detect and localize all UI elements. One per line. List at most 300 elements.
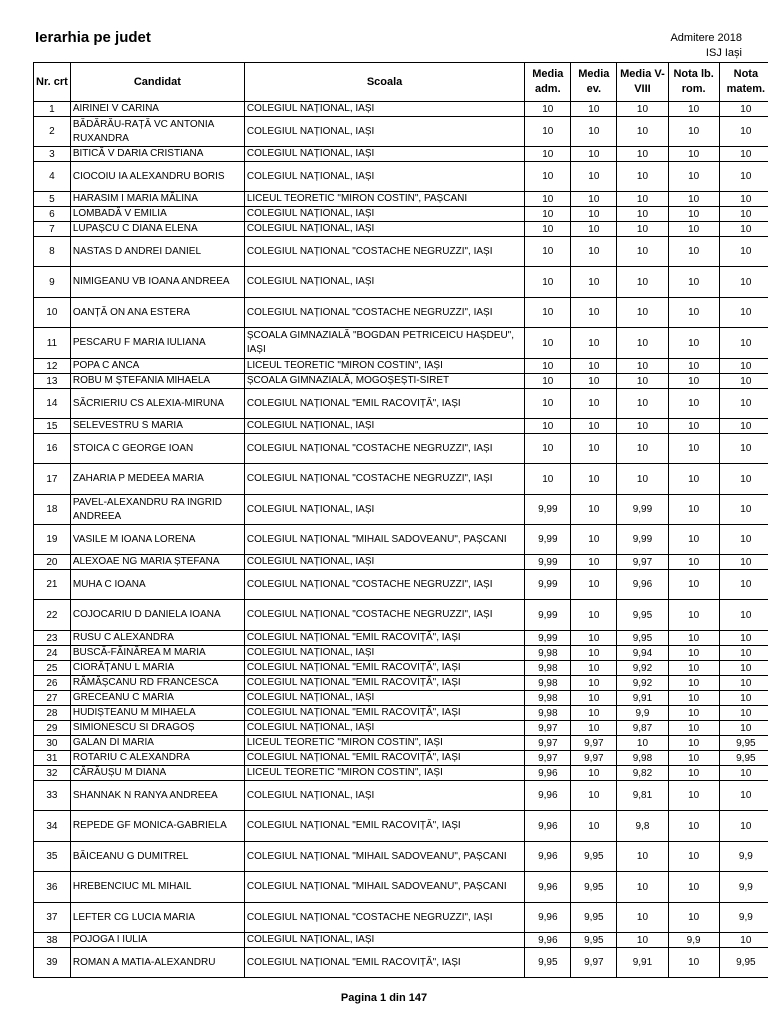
cell-candidate: LEFTER CG LUCIA MARIA [70, 903, 244, 933]
cell-media-ev: 10 [571, 570, 617, 600]
cell-candidate: ROMAN A MATIA-ALEXANDRU [70, 948, 244, 978]
cell-media-v-viii: 9,97 [617, 555, 668, 570]
cell-nota-rom: 10 [668, 751, 719, 766]
cell-media-v-viii: 9,81 [617, 781, 668, 811]
cell-candidate: RUSU C ALEXANDRA [70, 631, 244, 646]
table-row [34, 706, 768, 721]
cell-media-v-viii: 9,96 [617, 570, 668, 600]
cell-nota-mat: 10 [719, 419, 768, 434]
cell-media-v-viii: 9,82 [617, 766, 668, 781]
table-row [34, 192, 768, 207]
cell-nr: 4 [34, 162, 71, 192]
table-row [34, 555, 768, 570]
cell-media-ev: 9,95 [571, 903, 617, 933]
cell-candidate: GRECEANU C MARIA [70, 691, 244, 706]
table-row [34, 359, 768, 374]
cell-media-v-viii: 10 [617, 237, 668, 267]
cell-school: COLEGIUL NAȚIONAL, IAȘI [244, 162, 524, 192]
table-row [34, 434, 768, 464]
cell-candidate: NASTAS D ANDREI DANIEL [70, 237, 244, 267]
cell-media-v-viii: 9,92 [617, 661, 668, 676]
table-row [34, 237, 768, 267]
cell-nr: 19 [34, 525, 71, 555]
cell-school: COLEGIUL NAȚIONAL, IAȘI [244, 222, 524, 237]
cell-nr: 3 [34, 147, 71, 162]
cell-nota-mat: 9,95 [719, 948, 768, 978]
cell-media-adm: 10 [525, 419, 571, 434]
cell-media-v-viii: 10 [617, 162, 668, 192]
table-row [34, 162, 768, 192]
table-row [34, 495, 768, 525]
table-row [34, 811, 768, 842]
cell-nota-mat: 10 [719, 646, 768, 661]
cell-nr: 36 [34, 872, 71, 903]
cell-nota-rom: 10 [668, 495, 719, 525]
cell-media-adm: 9,99 [525, 555, 571, 570]
cell-nr: 16 [34, 434, 71, 464]
cell-nota-rom: 10 [668, 661, 719, 676]
cell-nr: 1 [34, 102, 71, 117]
cell-nota-mat: 9,9 [719, 842, 768, 872]
cell-nota-rom: 10 [668, 903, 719, 933]
cell-nota-rom: 10 [668, 162, 719, 192]
table-row [34, 736, 768, 751]
cell-media-ev: 10 [571, 676, 617, 691]
cell-media-ev: 9,97 [571, 736, 617, 751]
cell-nota-mat: 10 [719, 237, 768, 267]
table-row [34, 147, 768, 162]
cell-nota-rom: 10 [668, 872, 719, 903]
cell-media-ev: 10 [571, 631, 617, 646]
cell-nota-mat: 10 [719, 147, 768, 162]
cell-candidate: AIRINEI V CARINA [70, 102, 244, 117]
table-row [34, 525, 768, 555]
cell-candidate: HREBENCIUC ML MIHAIL [70, 872, 244, 903]
cell-school: COLEGIUL NAȚIONAL, IAȘI [244, 555, 524, 570]
page-footer: Pagina 1 din 147 [340, 992, 428, 1004]
cell-media-ev: 10 [571, 328, 617, 359]
cell-media-ev: 10 [571, 691, 617, 706]
cell-school: COLEGIUL NAȚIONAL "EMIL RACOVIȚĂ", IAȘI [244, 661, 524, 676]
cell-nr: 25 [34, 661, 71, 676]
cell-school: COLEGIUL NAȚIONAL, IAȘI [244, 691, 524, 706]
cell-school: COLEGIUL NAȚIONAL "EMIL RACOVIȚĂ", IAȘI [244, 706, 524, 721]
table-row [34, 751, 768, 766]
cell-nr: 21 [34, 570, 71, 600]
cell-media-v-viii: 10 [617, 102, 668, 117]
table-row [34, 661, 768, 676]
cell-media-v-viii: 9,8 [617, 811, 668, 842]
cell-media-adm: 9,99 [525, 525, 571, 555]
cell-nr: 31 [34, 751, 71, 766]
table-row [34, 570, 768, 600]
table-row [34, 631, 768, 646]
cell-nr: 10 [34, 298, 71, 328]
cell-media-ev: 10 [571, 237, 617, 267]
cell-nota-rom: 10 [668, 117, 719, 147]
cell-nota-mat: 10 [719, 359, 768, 374]
cell-school: COLEGIUL NAȚIONAL, IAȘI [244, 207, 524, 222]
cell-media-adm: 10 [525, 102, 571, 117]
cell-nota-mat: 10 [719, 691, 768, 706]
cell-media-ev: 10 [571, 721, 617, 736]
cell-media-v-viii: 10 [617, 872, 668, 903]
cell-candidate: POPA C ANCA [70, 359, 244, 374]
table-row [34, 646, 768, 661]
cell-school: COLEGIUL NAȚIONAL "MIHAIL SADOVEANU", PAȘCANI [244, 525, 524, 555]
cell-media-adm: 9,99 [525, 600, 571, 631]
cell-media-adm: 9,95 [525, 948, 571, 978]
cell-nr: 22 [34, 600, 71, 631]
cell-nota-rom: 10 [668, 267, 719, 298]
cell-candidate: SĂCRIERIU CS ALEXIA-MIRUNA [70, 389, 244, 419]
cell-nota-rom: 10 [668, 147, 719, 162]
cell-media-adm: 9,98 [525, 676, 571, 691]
cell-school: COLEGIUL NAȚIONAL, IAȘI [244, 495, 524, 525]
cell-media-ev: 10 [571, 192, 617, 207]
cell-media-v-viii: 10 [617, 207, 668, 222]
cell-school: COLEGIUL NAȚIONAL, IAȘI [244, 721, 524, 736]
cell-candidate: NIMIGEANU VB IOANA ANDREEA [70, 267, 244, 298]
cell-nota-rom: 10 [668, 222, 719, 237]
cell-nota-mat: 10 [719, 222, 768, 237]
cell-nota-mat: 10 [719, 162, 768, 192]
cell-school: ȘCOALA GIMNAZIALĂ "BOGDAN PETRICEICU HAȘDEU", IAȘI [244, 328, 524, 359]
cell-nota-rom: 10 [668, 464, 719, 495]
cell-nota-mat: 10 [719, 721, 768, 736]
table-row [34, 298, 768, 328]
cell-media-v-viii: 10 [617, 464, 668, 495]
cell-media-ev: 10 [571, 162, 617, 192]
cell-candidate: SHANNAK N RANYA ANDREEA [70, 781, 244, 811]
cell-media-ev: 10 [571, 117, 617, 147]
cell-nota-rom: 10 [668, 298, 719, 328]
cell-media-ev: 9,95 [571, 872, 617, 903]
cell-media-v-viii: 10 [617, 374, 668, 389]
cell-media-ev: 10 [571, 781, 617, 811]
cell-media-adm: 9,96 [525, 766, 571, 781]
cell-media-ev: 9,97 [571, 948, 617, 978]
cell-nota-rom: 10 [668, 736, 719, 751]
cell-media-adm: 10 [525, 464, 571, 495]
cell-media-ev: 10 [571, 811, 617, 842]
cell-candidate: CIORĂȚANU L MARIA [70, 661, 244, 676]
col-header-nr: Nr. crt [34, 63, 71, 102]
cell-media-v-viii: 10 [617, 434, 668, 464]
cell-media-v-viii: 10 [617, 192, 668, 207]
cell-media-ev: 10 [571, 102, 617, 117]
cell-candidate: CĂRĂUȘU M DIANA [70, 766, 244, 781]
cell-nota-mat: 10 [719, 117, 768, 147]
cell-media-adm: 10 [525, 434, 571, 464]
cell-nota-mat: 10 [719, 267, 768, 298]
cell-nota-mat: 10 [719, 525, 768, 555]
cell-nr: 33 [34, 781, 71, 811]
table-row [34, 328, 768, 359]
cell-nr: 27 [34, 691, 71, 706]
cell-media-adm: 10 [525, 298, 571, 328]
cell-school: COLEGIUL NAȚIONAL "EMIL RACOVIȚĂ", IAȘI [244, 811, 524, 842]
cell-nota-rom: 10 [668, 525, 719, 555]
cell-nota-rom: 10 [668, 374, 719, 389]
table-row [34, 781, 768, 811]
cell-candidate: COJOCARIU D DANIELA IOANA [70, 600, 244, 631]
cell-nr: 7 [34, 222, 71, 237]
cell-nr: 29 [34, 721, 71, 736]
cell-nr: 15 [34, 419, 71, 434]
cell-media-v-viii: 10 [617, 328, 668, 359]
table-row [34, 872, 768, 903]
cell-candidate: CIOCOIU IA ALEXANDRU BORIS [70, 162, 244, 192]
table-row [34, 600, 768, 631]
cell-school: COLEGIUL NAȚIONAL "EMIL RACOVIȚĂ", IAȘI [244, 948, 524, 978]
cell-nota-mat: 10 [719, 570, 768, 600]
cell-nota-mat: 10 [719, 389, 768, 419]
cell-nota-mat: 10 [719, 207, 768, 222]
cell-media-adm: 9,96 [525, 811, 571, 842]
cell-candidate: LUPAȘCU C DIANA ELENA [70, 222, 244, 237]
cell-nr: 2 [34, 117, 71, 147]
cell-media-ev: 10 [571, 495, 617, 525]
table-row [34, 419, 768, 434]
cell-school: COLEGIUL NAȚIONAL "MIHAIL SADOVEANU", PAȘCANI [244, 872, 524, 903]
cell-nr: 18 [34, 495, 71, 525]
cell-school: COLEGIUL NAȚIONAL "EMIL RACOVIȚĂ", IAȘI [244, 389, 524, 419]
cell-media-ev: 9,95 [571, 933, 617, 948]
cell-media-adm: 9,98 [525, 646, 571, 661]
cell-nr: 5 [34, 192, 71, 207]
cell-media-ev: 10 [571, 267, 617, 298]
cell-nota-rom: 10 [668, 237, 719, 267]
table-row [34, 948, 768, 978]
cell-school: COLEGIUL NAȚIONAL, IAȘI [244, 419, 524, 434]
cell-media-ev: 10 [571, 207, 617, 222]
table-row [34, 117, 768, 147]
cell-media-ev: 10 [571, 766, 617, 781]
cell-nota-rom: 10 [668, 434, 719, 464]
cell-candidate: STOICA C GEORGE IOAN [70, 434, 244, 464]
cell-media-v-viii: 9,91 [617, 691, 668, 706]
cell-nota-rom: 10 [668, 842, 719, 872]
cell-candidate: REPEDE GF MONICA-GABRIELA [70, 811, 244, 842]
cell-media-ev: 10 [571, 359, 617, 374]
cell-candidate: RĂMĂȘCANU RD FRANCESCA [70, 676, 244, 691]
cell-media-adm: 9,96 [525, 933, 571, 948]
cell-media-ev: 10 [571, 661, 617, 676]
cell-nota-mat: 10 [719, 766, 768, 781]
cell-school: COLEGIUL NAȚIONAL "EMIL RACOVIȚĂ", IAȘI [244, 751, 524, 766]
cell-media-v-viii: 9,91 [617, 948, 668, 978]
cell-candidate: VASILE M IOANA LORENA [70, 525, 244, 555]
ranking-table [33, 62, 768, 978]
inspectorate-label: ISJ Iași [705, 47, 742, 59]
cell-media-v-viii: 10 [617, 736, 668, 751]
cell-media-adm: 10 [525, 222, 571, 237]
cell-media-v-viii: 9,99 [617, 525, 668, 555]
cell-media-adm: 9,96 [525, 842, 571, 872]
cell-nota-mat: 10 [719, 192, 768, 207]
cell-media-v-viii: 10 [617, 147, 668, 162]
cell-nr: 6 [34, 207, 71, 222]
cell-nota-rom: 10 [668, 419, 719, 434]
cell-school: LICEUL TEORETIC "MIRON COSTIN", PAȘCANI [244, 192, 524, 207]
cell-nr: 30 [34, 736, 71, 751]
cell-media-ev: 10 [571, 646, 617, 661]
cell-nota-mat: 10 [719, 676, 768, 691]
cell-media-ev: 10 [571, 600, 617, 631]
table-row [34, 267, 768, 298]
cell-media-adm: 10 [525, 147, 571, 162]
cell-media-v-viii: 9,94 [617, 646, 668, 661]
cell-nr: 28 [34, 706, 71, 721]
cell-media-ev: 9,97 [571, 751, 617, 766]
cell-nota-rom: 10 [668, 600, 719, 631]
cell-candidate: BĂICEANU G DUMITREL [70, 842, 244, 872]
cell-media-adm: 9,99 [525, 631, 571, 646]
cell-nota-rom: 10 [668, 646, 719, 661]
cell-nr: 32 [34, 766, 71, 781]
col-header-candidate: Candidat [70, 63, 244, 102]
cell-nota-mat: 10 [719, 434, 768, 464]
cell-media-ev: 10 [571, 419, 617, 434]
cell-nota-mat: 9,95 [719, 736, 768, 751]
cell-nota-mat: 10 [719, 328, 768, 359]
cell-school: COLEGIUL NAȚIONAL "COSTACHE NEGRUZZI", IAȘI [244, 600, 524, 631]
cell-nr: 37 [34, 903, 71, 933]
cell-media-adm: 10 [525, 207, 571, 222]
cell-media-ev: 10 [571, 389, 617, 419]
table-row [34, 766, 768, 781]
cell-nota-rom: 10 [668, 555, 719, 570]
cell-school: ȘCOALA GIMNAZIALĂ, MOGOȘEȘTI-SIRET [244, 374, 524, 389]
cell-nota-mat: 9,9 [719, 903, 768, 933]
cell-nr: 38 [34, 933, 71, 948]
cell-candidate: POJOGA I IULIA [70, 933, 244, 948]
cell-nota-rom: 10 [668, 766, 719, 781]
cell-media-v-viii: 10 [617, 267, 668, 298]
cell-media-adm: 10 [525, 389, 571, 419]
cell-school: COLEGIUL NAȚIONAL, IAȘI [244, 781, 524, 811]
cell-nota-mat: 10 [719, 555, 768, 570]
col-header-school: Scoala [244, 63, 524, 102]
table-row [34, 721, 768, 736]
cell-school: COLEGIUL NAȚIONAL "EMIL RACOVIȚĂ", IAȘI [244, 676, 524, 691]
table-row [34, 676, 768, 691]
cell-media-adm: 9,99 [525, 495, 571, 525]
cell-nota-mat: 10 [719, 661, 768, 676]
cell-media-ev: 9,95 [571, 842, 617, 872]
cell-candidate: LOMBADĂ V EMILIA [70, 207, 244, 222]
cell-nota-rom: 10 [668, 811, 719, 842]
cell-media-v-viii: 10 [617, 389, 668, 419]
admission-label: Admitere 2018 [670, 32, 742, 44]
cell-media-ev: 10 [571, 298, 617, 328]
cell-media-adm: 10 [525, 359, 571, 374]
cell-media-ev: 10 [571, 374, 617, 389]
cell-school: LICEUL TEORETIC "MIRON COSTIN", IAȘI [244, 359, 524, 374]
cell-nota-mat: 10 [719, 298, 768, 328]
page-title: Ierarhia pe judet [35, 29, 151, 46]
cell-media-adm: 9,96 [525, 872, 571, 903]
cell-media-v-viii: 10 [617, 903, 668, 933]
cell-nota-rom: 10 [668, 631, 719, 646]
cell-media-v-viii: 10 [617, 222, 668, 237]
cell-candidate: MUHA C IOANA [70, 570, 244, 600]
cell-nota-mat: 9,9 [719, 872, 768, 903]
cell-candidate: SELEVESTRU S MARIA [70, 419, 244, 434]
col-header-media-adm: Media adm. [525, 63, 571, 102]
table-row [34, 389, 768, 419]
cell-nota-mat: 10 [719, 495, 768, 525]
cell-nota-mat: 10 [719, 102, 768, 117]
cell-media-adm: 9,96 [525, 781, 571, 811]
cell-nota-mat: 10 [719, 933, 768, 948]
cell-nota-rom: 10 [668, 102, 719, 117]
cell-nota-rom: 10 [668, 192, 719, 207]
cell-school: COLEGIUL NAȚIONAL "COSTACHE NEGRUZZI", IAȘI [244, 570, 524, 600]
cell-media-adm: 10 [525, 267, 571, 298]
cell-nota-rom: 10 [668, 328, 719, 359]
cell-nr: 20 [34, 555, 71, 570]
cell-candidate: ROBU M ȘTEFANIA MIHAELA [70, 374, 244, 389]
cell-nota-mat: 10 [719, 374, 768, 389]
cell-nota-mat: 10 [719, 464, 768, 495]
cell-school: LICEUL TEORETIC "MIRON COSTIN", IAȘI [244, 766, 524, 781]
cell-school: LICEUL TEORETIC "MIRON COSTIN", IAȘI [244, 736, 524, 751]
cell-nota-rom: 10 [668, 207, 719, 222]
cell-school: COLEGIUL NAȚIONAL, IAȘI [244, 646, 524, 661]
cell-nr: 13 [34, 374, 71, 389]
cell-school: COLEGIUL NAȚIONAL "EMIL RACOVIȚĂ", IAȘI [244, 631, 524, 646]
cell-candidate: BITICĂ V DARIA CRISTIANA [70, 147, 244, 162]
cell-school: COLEGIUL NAȚIONAL "MIHAIL SADOVEANU", PAȘCANI [244, 842, 524, 872]
cell-school: COLEGIUL NAȚIONAL "COSTACHE NEGRUZZI", IAȘI [244, 903, 524, 933]
cell-media-v-viii: 9,87 [617, 721, 668, 736]
table-row [34, 374, 768, 389]
cell-candidate: HARASIM I MARIA MĂLINA [70, 192, 244, 207]
cell-media-adm: 10 [525, 374, 571, 389]
cell-candidate: BĂDĂRĂU-RAȚĂ VC ANTONIA RUXANDRA [70, 117, 244, 147]
cell-nota-rom: 10 [668, 570, 719, 600]
cell-school: COLEGIUL NAȚIONAL, IAȘI [244, 147, 524, 162]
cell-media-ev: 10 [571, 222, 617, 237]
table-row [34, 102, 768, 117]
cell-nr: 26 [34, 676, 71, 691]
cell-nota-rom: 10 [668, 721, 719, 736]
cell-media-v-viii: 9,9 [617, 706, 668, 721]
cell-nr: 23 [34, 631, 71, 646]
cell-media-v-viii: 9,99 [617, 495, 668, 525]
cell-media-v-viii: 9,95 [617, 631, 668, 646]
table-row [34, 933, 768, 948]
cell-candidate: PESCARU F MARIA IULIANA [70, 328, 244, 359]
cell-media-v-viii: 10 [617, 359, 668, 374]
cell-school: COLEGIUL NAȚIONAL "COSTACHE NEGRUZZI", IAȘI [244, 237, 524, 267]
cell-school: COLEGIUL NAȚIONAL, IAȘI [244, 102, 524, 117]
cell-nota-mat: 10 [719, 706, 768, 721]
cell-nota-rom: 10 [668, 676, 719, 691]
table-row [34, 222, 768, 237]
cell-nr: 39 [34, 948, 71, 978]
cell-media-adm: 9,98 [525, 661, 571, 676]
cell-media-ev: 10 [571, 147, 617, 162]
cell-nr: 14 [34, 389, 71, 419]
cell-media-adm: 9,97 [525, 721, 571, 736]
col-header-nota-mat: Nota matem. [719, 63, 768, 102]
cell-nota-mat: 10 [719, 600, 768, 631]
cell-nota-rom: 9,9 [668, 933, 719, 948]
cell-candidate: SIMIONESCU SI DRAGOȘ [70, 721, 244, 736]
